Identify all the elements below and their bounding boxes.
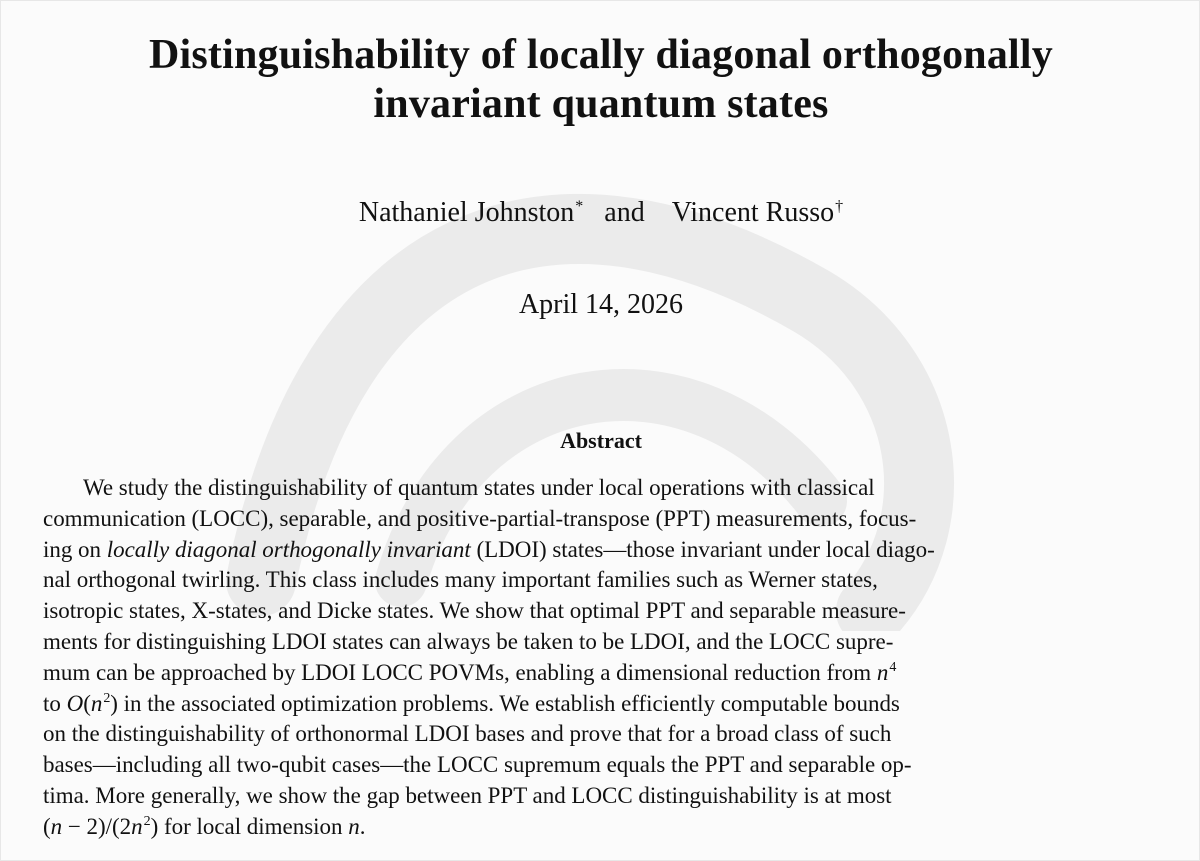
paper-title-line-2: invariant quantum states [373,81,829,127]
abstract-text [43,473,1153,843]
author-vincent-russo [672,197,843,229]
abstract-line-3-prefix: ing on [43,536,107,562]
math-exponent: 2 [143,814,151,830]
author-separator: and [604,197,645,228]
sentence-period: . [359,813,366,839]
abstract-line-3-suffix: (LDOI) states—those invariant under local diago- [470,536,935,562]
math-exponent: 2 [103,690,111,706]
math-open-paren: ( [83,690,91,716]
abstract-line-3 [43,535,1153,566]
math-expression: − 2)/(2 [62,813,132,839]
math-close-paren: ) [150,813,159,839]
paper-date: April 14, 2026 [518,289,684,320]
author-affiliation-mark: * [575,197,584,215]
math-variable-n: n [876,659,889,685]
abstract-line-8-suffix: in the associated optimization problems. We establish efficiently computable bounds [117,690,900,716]
math-close-paren: ) [110,690,118,716]
paper-title-line-1: Distinguishability of locally diagonal orthogonally [148,32,1053,78]
math-exponent: 4 [889,660,897,676]
abstract-line-8 [43,689,1153,720]
author-name: Nathaniel Johnston [358,197,575,228]
abstract-line-7 [43,658,1153,689]
emphasized-term: locally diagonal orthogonally invariant [106,536,471,562]
author-affiliation-mark: † [835,197,844,215]
abstract-line-10: bases—including all two-qubit cases—the LOCC supremum equals the PPT and separable op- [43,752,912,778]
paper-title [1,31,1200,129]
math-variable-n: n [50,813,63,839]
author-list [1,197,1200,229]
author-name: Vincent Russo [671,197,835,228]
abstract-line-2: communication (LOCC), separable, and positive-partial-transpose (PPT) measurements, focus- [43,505,917,531]
abstract-line-6: ments for distinguishing LDOI states can always be taken to be LDOI, and the LOCC supre- [43,628,894,654]
abstract-line-9: on the distinguishability of orthonormal LDOI bases and prove that for a broad class of such [43,721,892,747]
math-open-paren: ( [43,813,51,839]
author-nathaniel-johnston [359,197,583,229]
abstract-line-7-prefix: mum can be approached by LDOI LOCC POVMs, enabling a dimensional reduction from [43,659,877,685]
math-variable-n: n [131,813,143,839]
abstract-line-12 [43,812,1153,843]
abstract-line-8-prefix: to [43,690,67,716]
math-big-o: O [66,690,84,716]
abstract-heading: Abstract [560,428,642,453]
abstract-line-5: isotropic states, X-states, and Dicke states. We show that optimal PPT and separable measure- [43,598,906,624]
abstract-line-11: tima. More generally, we show the gap between PPT and LOCC distinguishability is at most [43,782,892,808]
math-variable-n: n [90,690,103,716]
math-variable-n: n [348,813,360,839]
abstract-line-1: We study the distinguishability of quantum states under local operations with classical [83,475,875,500]
abstract-line-4: nal orthogonal twirling. This class includes many important families such as Werner states, [43,567,878,593]
abstract-line-12-suffix: for local dimension [158,813,349,839]
